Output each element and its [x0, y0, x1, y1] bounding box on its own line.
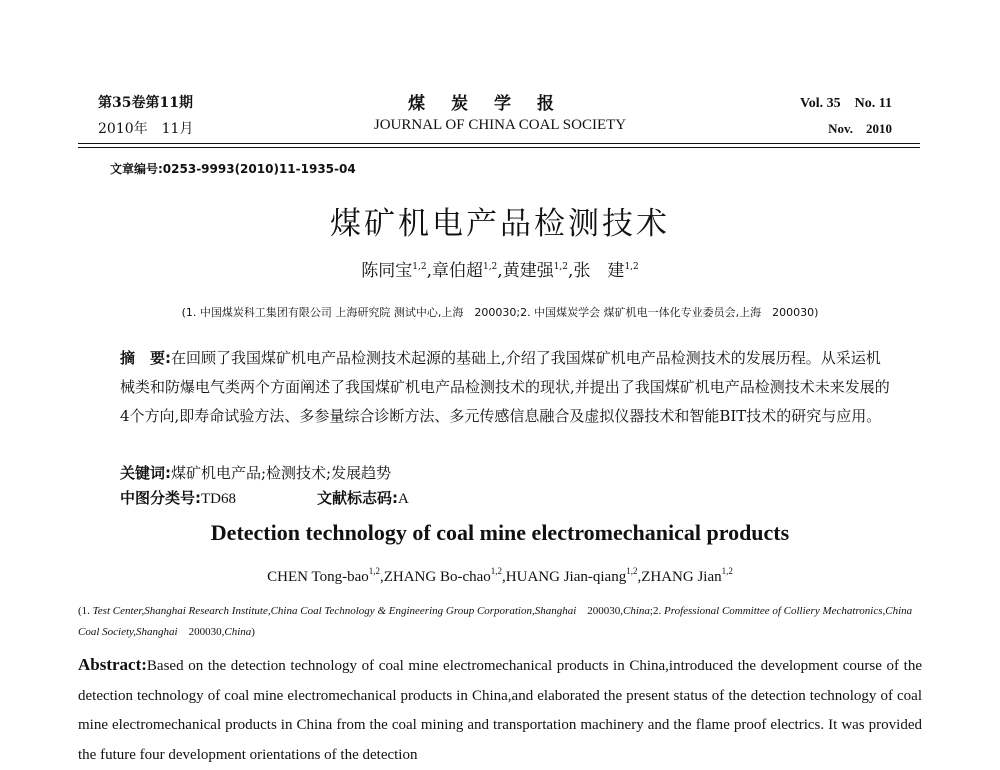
author-en-3: HUANG Jian-qiang: [505, 569, 627, 585]
keywords-cn: [120, 462, 391, 483]
author-cn-4-affil: 1,2: [624, 262, 639, 272]
affil-en-2-zip: 200030,: [177, 626, 225, 638]
author-en-2-affil: 1,2: [490, 566, 503, 576]
journal-name-cn: 煤炭学报: [408, 94, 580, 114]
abstract-en-label: Abstract:: [78, 655, 147, 674]
abstract-cn-label: 摘 要:: [120, 349, 171, 367]
date-en: Nov. 2010: [828, 121, 892, 136]
title-en: Detection technology of coal mine electromechanical products: [210, 520, 790, 545]
abstract-cn: [120, 344, 890, 431]
affil-en-2-country: China: [224, 626, 252, 638]
affil-en-1-zip: 200030,: [576, 605, 624, 617]
author-cn-1-affil: 1,2: [412, 262, 427, 272]
author-cn-2-affil: 1,2: [482, 262, 498, 272]
abstract-en: [78, 650, 922, 770]
affil-en-2: Professional Committee of Colliery Mechatronics,China Coal Society,Shanghai: [78, 605, 913, 638]
author-en-4-affil: 1,2: [721, 566, 733, 576]
author-cn-3-affil: 1,2: [553, 262, 569, 272]
author-en-4: ZHANG Jian: [641, 569, 722, 585]
header-rule-top: [78, 143, 920, 144]
authors-en: CHEN Tong-bao$^{1,2}$,ZHANG Bo-chao$^{1,2}$,HUANG Jian-qiang$^{1,2}$,ZHANG Jian$^{1,2}$: [267, 566, 733, 585]
classification-label: 中图分类号:: [120, 489, 201, 507]
title-cn: 煤矿机电产品检测技术: [330, 206, 670, 242]
keywords-cn-label: 关键词:: [120, 464, 171, 482]
author-en-1: CHEN Tong-bao: [267, 569, 369, 585]
document-code-label: 文献标志码:: [317, 489, 398, 507]
volume-issue-cn: 第35卷第11期: [98, 95, 193, 111]
article-number: 文章编号:0253-9993(2010)11-1935-04: [110, 162, 356, 176]
document-code: [317, 487, 409, 508]
affiliation-cn: (1. 中国煤炭科工集团有限公司 上海研究院 测试中心,上海 200030;2. 中国煤炭学会 煤矿机电一体化专业委员会,上海 200030): [181, 306, 819, 319]
affil-en-close: ): [251, 626, 255, 638]
classification-value: TD68: [201, 491, 236, 507]
author-cn-4: 张 建: [573, 261, 625, 281]
author-en-2: ZHANG Bo-chao: [383, 569, 491, 585]
author-cn-2: 章伯超: [431, 261, 483, 281]
date-cn: 2010年 11月: [98, 121, 194, 137]
author-cn-1: 陈同宝: [361, 261, 413, 281]
document-code-value: A: [398, 491, 409, 507]
classification-number: [120, 487, 236, 508]
affiliation-en: [78, 601, 923, 643]
authors-cn: 陈同宝$^{1,2}$,章伯超$^{1,2}$,黄建强$^{1,2}$,张 建$^{1,2}$: [361, 261, 639, 281]
abstract-cn-text: 在回顾了我国煤矿机电产品检测技术起源的基础上,介绍了我国煤矿机电产品检测技术的发展历程。从采运机械类和防爆电气类两个方面阐述了我国煤矿机电产品检测技术的现状,并提出了我国煤矿机电产品检测技术未来发展的4个方向,即寿命试验方法、多参量综合诊断方法、多元传感信息融合及虚拟仪器技术和智能BIT技术的研究与应用。: [120, 349, 890, 425]
keywords-cn-text: 煤矿机电产品;检测技术;发展趋势: [171, 464, 392, 482]
affil-en-2-num: ;2.: [649, 605, 664, 617]
affil-en-1-num: (1.: [78, 605, 93, 617]
volume-issue-en: Vol. 35 No. 11: [799, 96, 892, 111]
journal-name-en: JOURNAL OF CHINA COAL SOCIETY: [373, 117, 627, 133]
header-rule-bottom: [78, 147, 920, 148]
author-en-3-affil: 1,2: [626, 566, 638, 576]
author-en-1-affil: 1,2: [368, 566, 380, 576]
affil-en-1: Test Center,Shanghai Research Institute,China Coal Technology & Engineering Group Corporation,Shanghai: [92, 605, 577, 617]
author-cn-3: 黄建强: [502, 261, 554, 281]
affil-en-1-country: China: [623, 605, 650, 617]
abstract-en-text: Based on the detection technology of coal mine electromechanical products in China,introduced the development course of the detection technology of coal mine electromechanical products in China,and elaborated the present status of the detection technology of coal mine electromechanical products in China from the coal mining and transportation machinery and the flame proof electrics. It was provided the future four development orientations of the detection: [78, 658, 922, 763]
